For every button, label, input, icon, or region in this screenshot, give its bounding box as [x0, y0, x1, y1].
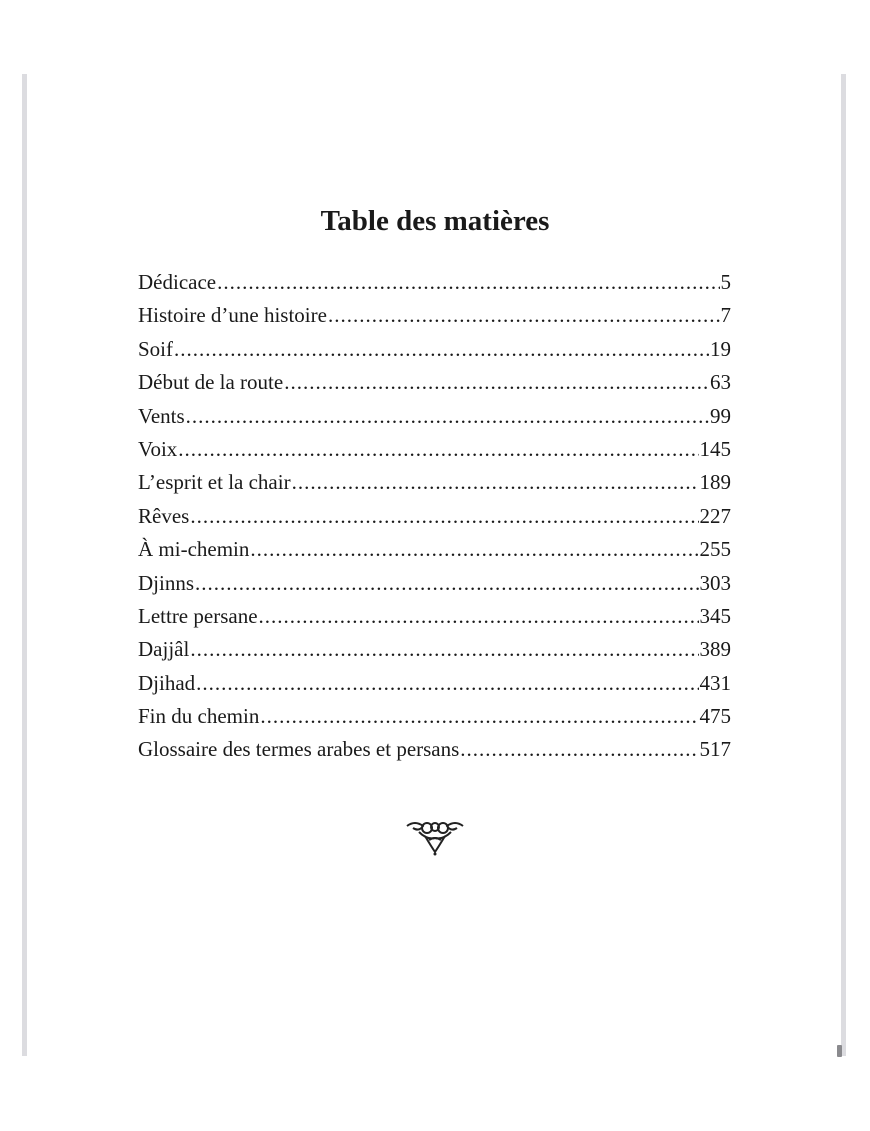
- page-title: Table des matières: [320, 205, 550, 237]
- toc-entry[interactable]: [138, 600, 731, 633]
- dot-leader: [186, 400, 709, 433]
- toc-entry-label: Dajjâl: [138, 637, 190, 662]
- toc-entry-page: 475: [699, 704, 731, 729]
- toc-entry-page: 99: [710, 403, 731, 428]
- fleuron-ornament-icon: [405, 818, 465, 856]
- dot-leader: [178, 433, 698, 466]
- toc-entry-page: 19: [710, 336, 731, 361]
- toc-entry-label: Fin du chemin: [138, 704, 260, 729]
- toc-entry-page: 227: [699, 503, 731, 528]
- dot-leader: [284, 366, 709, 399]
- toc-entry-page: 145: [699, 436, 731, 461]
- toc-entry[interactable]: [138, 500, 731, 533]
- toc-entry-label: Vents: [138, 403, 185, 428]
- toc-entry-label: Dédicace: [138, 270, 217, 294]
- toc-entry-page: 5: [720, 270, 731, 294]
- toc-entry[interactable]: [138, 667, 731, 700]
- toc-entry-page: 431: [699, 670, 731, 695]
- toc-entry-label: Histoire d’une histoire: [138, 303, 327, 328]
- toc-entry-label: À mi-chemin: [138, 537, 250, 562]
- dot-leader: [196, 667, 698, 700]
- toc-entry[interactable]: [138, 733, 731, 766]
- toc-entry-label: Voix: [138, 436, 178, 461]
- toc-entry[interactable]: [138, 633, 731, 666]
- toc-entry-page: 7: [720, 303, 731, 328]
- toc-entry-label: Glossaire des termes arabes et persans: [138, 737, 460, 762]
- toc-entry-page: 389: [699, 637, 731, 662]
- toc-entry[interactable]: [138, 700, 731, 733]
- dot-leader: [190, 500, 698, 533]
- toc-entry-label: Soif: [138, 336, 174, 361]
- toc-entry[interactable]: [138, 266, 731, 299]
- table-of-contents: [138, 266, 731, 767]
- toc-entry-label: Djihad: [138, 670, 196, 695]
- toc-entry-label: Début de la route: [138, 370, 284, 395]
- toc-entry-page: 63: [710, 370, 731, 395]
- dot-leader: [195, 567, 698, 600]
- toc-entry[interactable]: [138, 299, 731, 332]
- toc-entry[interactable]: [138, 567, 731, 600]
- dot-leader: [217, 266, 719, 299]
- toc-entry[interactable]: [138, 333, 731, 366]
- toc-entry-label: Lettre persane: [138, 603, 258, 628]
- toc-entry-page: 517: [699, 737, 731, 762]
- dot-leader: [190, 633, 698, 666]
- toc-entry[interactable]: [138, 533, 731, 566]
- dot-leader: [260, 700, 698, 733]
- dot-leader: [259, 600, 699, 633]
- toc-entry-label: Djinns: [138, 570, 195, 595]
- toc-entry-page: 255: [699, 537, 731, 562]
- dot-leader: [174, 333, 709, 366]
- dot-leader: [328, 299, 720, 332]
- dot-leader: [292, 466, 699, 499]
- toc-entry[interactable]: [138, 366, 731, 399]
- dot-leader: [460, 733, 698, 766]
- toc-entry-page: 303: [699, 570, 731, 595]
- scrollbar-thumb[interactable]: [837, 1045, 842, 1057]
- toc-entry[interactable]: [138, 400, 731, 433]
- toc-entry-page: 189: [699, 470, 731, 495]
- toc-entry[interactable]: [138, 433, 731, 466]
- dot-leader: [250, 533, 698, 566]
- toc-entry-label: L’esprit et la chair: [138, 470, 291, 495]
- toc-entry[interactable]: [138, 466, 731, 499]
- toc-entry-label: Rêves: [138, 503, 190, 528]
- toc-entry-page: 345: [699, 603, 731, 628]
